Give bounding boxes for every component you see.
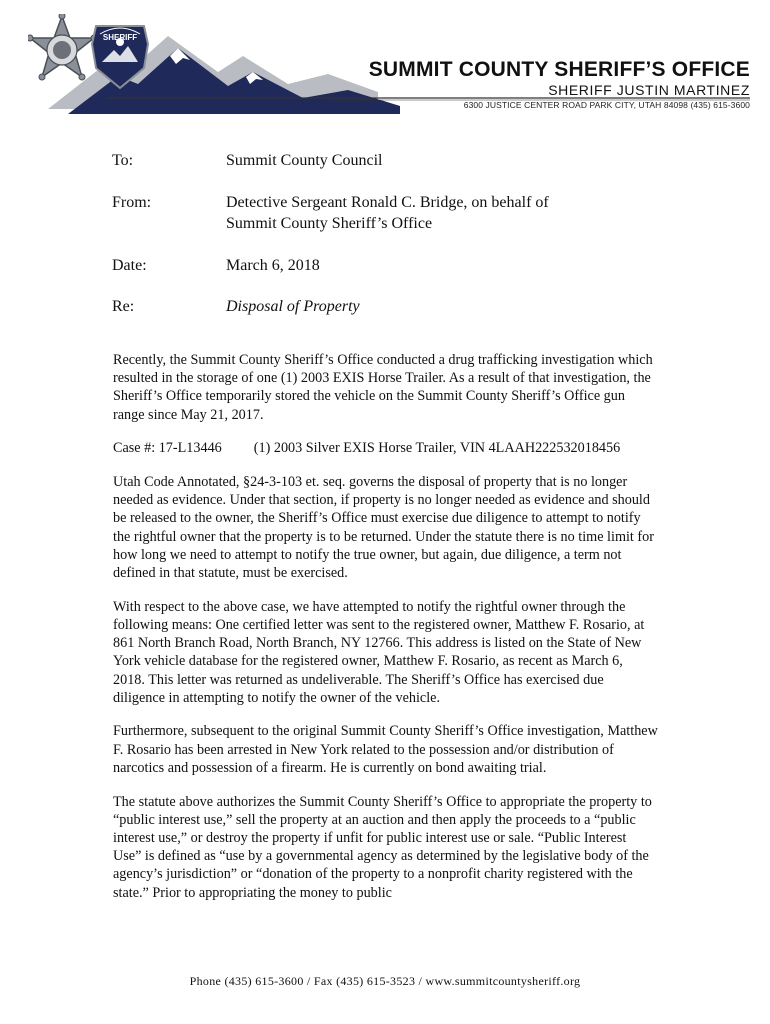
paragraph-public-use: The statute above authorizes the Summit County Sheriff’s Office to appropriate the property to “public interest use,” sell the property at an auction and then apply the proceeds to a “public interest use,” or destroy the property if unfit for public interest use or sale. “Public Interest Use” is defined as “use by a governmental agency as determined by the legislative body of the agency’s jurisdiction” or “donation of the property to a nonprofit charity registered with the state.” Prior to appropriating the money to public <box>113 793 652 901</box>
re-label: Re: <box>112 298 135 315</box>
to-value: Summit County Council <box>226 152 383 169</box>
from-line-2: Summit County Sheriff’s Office <box>226 215 433 232</box>
office-address: 6300 JUSTICE CENTER ROAD PARK CITY, UTAH 84098 (435) 615-3600 <box>463 100 750 110</box>
footer-contact: Phone (435) 615-3600 / Fax (435) 615-3523 / www.summitcountysheriff.org <box>189 974 581 988</box>
paragraph-arrest: Furthermore, subsequent to the original Summit County Sheriff’s Office investigation, Matthew F. Rosario has been arrested in New York related to the possession and/or distribution of narcotics and possession of a firearm. He is currently on bond awaiting trial. <box>113 723 658 776</box>
to-label: To: <box>112 152 134 169</box>
date-label: Date: <box>112 257 147 274</box>
paragraph-statute: Utah Code Annotated, §24-3-103 et. seq. governs the disposal of property that is no longer needed as evidence. Under that section, if property is no longer needed as evidence and should be released to the owner, the Sheriff’s Office must exercise due diligence to attempt to notify the rightful owner that the property is to be returned. Under the statute there is no time limit for how long we need to attempt to notify the true owner, but again, due diligence, a term not defined in that statute, must be exercised. <box>113 474 654 582</box>
letterhead <box>0 0 770 130</box>
badge-text: SHERIFF <box>102 33 138 42</box>
paragraph-notification: With respect to the above case, we have attempted to notify the rightful owner through the following means: One certified letter was sent to the registered owner, Matthew F. Rosario, at 861 North Branch Road, North Branch, NY 12766. This address is listed on the State of New York vehicle database for the registered owner, Matthew F. Rosario, as recent as March 6, 2018. This letter was returned as undeliverable. The Sheriff’s Office has exercised due diligence in attempting to notify the owner of the vehicle. <box>113 598 645 706</box>
from-label: From: <box>112 194 152 211</box>
date-value: March 6, 2018 <box>226 257 320 274</box>
office-name: SUMMIT COUNTY SHERIFF’S OFFICE <box>368 58 750 81</box>
re-value: Disposal of Property <box>226 298 360 315</box>
case-line <box>113 439 658 457</box>
case-number: Case #: 17-L13446 <box>113 440 222 457</box>
case-item: (1) 2003 Silver EXIS Horse Trailer, VIN 4LAAH222532018456 <box>253 440 621 457</box>
paragraph-intro: Recently, the Summit County Sheriff’s Office conducted a drug trafficking investigation which resulted in the storage of one (1) 2003 EXIS Horse Trailer. As a result of that investigation, the Sheriff’s Office temporarily stored the vehicle on the Summit County Sheriff’s Office gun range since May 21, 2017. <box>113 352 653 423</box>
from-line-1: Detective Sergeant Ronald C. Bridge, on behalf of <box>226 194 549 211</box>
letter-body <box>113 351 658 917</box>
sheriff-name: SHERIFF JUSTIN MARTINEZ <box>548 82 750 98</box>
